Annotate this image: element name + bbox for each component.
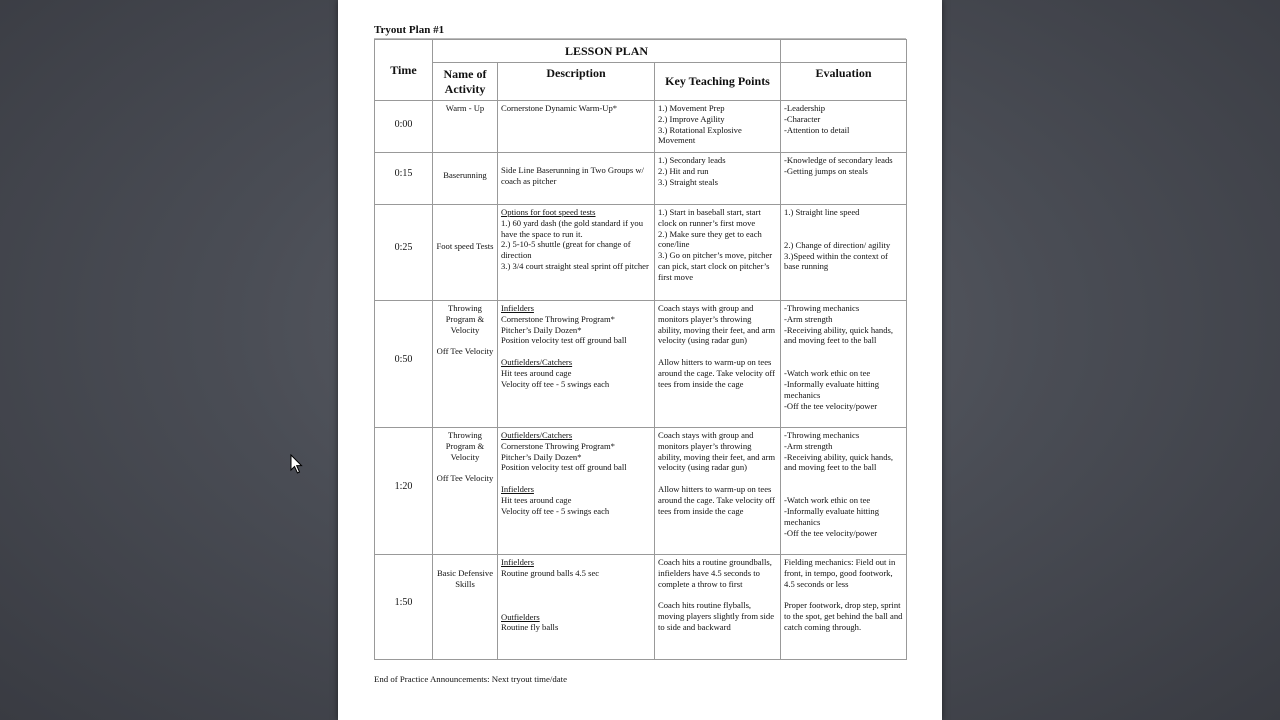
activity-name: Off Tee Velocity: [436, 473, 494, 484]
cell-line: [784, 229, 903, 240]
cell-line: 1.) Movement Prep: [658, 103, 725, 113]
cell-line: -Arm strength: [784, 313, 833, 324]
activity-name: Throwing Program & Velocity: [445, 303, 485, 335]
cell-line: Cornerstone Throwing Program*: [501, 440, 615, 451]
cell-line: Cornerstone Dynamic Warm-Up*: [501, 103, 618, 113]
time-value: 1:50: [394, 596, 413, 608]
time-value: 1:20: [394, 480, 413, 492]
time-cell: [375, 101, 433, 153]
cell-line: Allow hitters to warm-up on tees around the cage. Take velocity off tees from inside the cage: [658, 484, 775, 516]
description-cell: [498, 153, 655, 205]
key-points-cell: [655, 428, 781, 555]
cell-line: 3.) 3/4 court straight steal sprint off pitcher: [501, 260, 649, 271]
cell-line: -Receiving ability, quick hands, and moving feet to the ball: [784, 324, 894, 346]
table-row: [375, 101, 907, 153]
time-value: 0:00: [394, 119, 413, 131]
activity-cell: [433, 301, 498, 428]
cell-line: 1.) Start in baseball start, start clock on runner’s first move: [658, 207, 761, 228]
description-cell: [498, 428, 655, 555]
cell-line: Coach stays with group and monitors player’s throwing ability, moving their feet, and arm velocity (using radar gun): [658, 303, 776, 346]
activity-name: [436, 557, 494, 568]
activity-name: Baserunning: [443, 170, 487, 181]
cell-line: Pitcher’s Daily Dozen*: [501, 324, 582, 335]
activity-cell: [433, 428, 498, 555]
description-cell: [498, 301, 655, 428]
cell-line: Coach stays with group and monitors player’s throwing ability, moving their feet, and arm velocity (using radar gun): [658, 430, 776, 473]
activity-name: Basic Defensive Skills: [436, 568, 494, 589]
header-evaluation: Evaluation: [781, 63, 907, 101]
cell-line: Proper footwork, drop step, sprint to the spot, get behind the ball and catch coming through.: [784, 600, 903, 632]
lesson-plan-body: [375, 101, 907, 660]
document-title: Tryout Plan #1: [374, 24, 445, 36]
header-description: Description: [498, 63, 655, 101]
table-row: [375, 428, 907, 555]
activity-name: Warm - Up: [445, 103, 485, 113]
time-value: 0:50: [394, 353, 413, 365]
cell-line: 3.) Rotational Explosive Movement: [658, 124, 742, 146]
cell-line: -Attention to detail: [784, 124, 850, 135]
table-row: [375, 153, 907, 205]
key-points-cell: [655, 205, 781, 301]
cell-line: Position velocity test off ground ball: [501, 462, 627, 473]
cell-line: -Throwing mechanics: [784, 430, 860, 440]
cell-line: [501, 473, 651, 484]
time-cell: [375, 428, 433, 555]
cell-line: 3.)Speed within the context of base running: [784, 250, 888, 272]
cell-line: -Arm strength: [784, 440, 833, 451]
cell-line: Velocity off tee - 5 swings each: [501, 505, 610, 516]
evaluation-cell: [781, 428, 907, 555]
cell-line: [501, 346, 651, 357]
lesson-plan-banner: LESSON PLAN: [433, 40, 781, 63]
group-heading: Outfielders: [501, 611, 540, 622]
time-cell: [375, 301, 433, 428]
cell-line: 2.) Improve Agility: [658, 113, 725, 124]
activity-name: Foot speed Tests: [436, 241, 494, 252]
time-cell: [375, 555, 433, 660]
cell-line: Hit tees around cage: [501, 494, 572, 505]
cell-line: Routine ground balls 4.5 sec: [501, 567, 600, 578]
lesson-plan-table: [374, 39, 907, 660]
cell-line: 1.) Straight line speed: [784, 207, 860, 217]
cell-line: 3.) Go on pitcher’s move, pitcher can pick, start clock on pitcher’s first move: [658, 250, 773, 282]
time-value: 0:15: [394, 168, 413, 180]
table-row: [375, 205, 907, 301]
cell-line: [784, 473, 903, 484]
cell-line: Side Line Baserunning in Two Groups w/ coach as pitcher: [501, 164, 644, 186]
cell-line: -Leadership: [784, 103, 826, 113]
cell-line: Cornerstone Throwing Program*: [501, 313, 615, 324]
cell-line: -Receiving ability, quick hands, and moving feet to the ball: [784, 451, 894, 473]
cell-line: Coach hits routine flyballs, moving players slightly from side to side and backward: [658, 600, 775, 632]
activity-name: [436, 462, 494, 473]
time-cell: [375, 153, 433, 205]
activity-cell: [433, 555, 498, 660]
cell-line: 2.) 5-10-5 shuttle (great for change of direction: [501, 239, 631, 261]
time-value: 0:25: [394, 242, 413, 254]
mouse-pointer-icon: [290, 454, 304, 474]
cell-line: Allow hitters to warm-up on tees around the cage. Take velocity off tees from inside the cage: [658, 357, 775, 389]
group-heading: Outfielders/Catchers: [501, 430, 573, 440]
time-cell: [375, 205, 433, 301]
banner-empty-cell: [781, 40, 907, 63]
cell-line: Velocity off tee - 5 swings each: [501, 378, 610, 389]
evaluation-cell: [781, 555, 907, 660]
cell-line: -Off the tee velocity/power: [784, 400, 878, 411]
header-time: Time: [375, 40, 433, 101]
cell-line: [784, 589, 903, 600]
group-heading: Infielders: [501, 303, 534, 313]
evaluation-cell: [781, 153, 907, 205]
cell-line: -Watch work ethic on tee: [784, 495, 871, 506]
group-heading: Options for foot speed tests: [501, 207, 596, 217]
header-activity: Name of Activity: [433, 63, 498, 101]
group-heading: Outfielders/Catchers: [501, 357, 573, 368]
cell-line: [784, 346, 903, 357]
cell-line: Routine fly balls: [501, 622, 559, 633]
document-page: [338, 0, 942, 720]
key-points-cell: [655, 301, 781, 428]
description-cell: [498, 555, 655, 660]
cell-line: [784, 484, 903, 495]
key-points-cell: [655, 101, 781, 153]
cell-line: [501, 590, 651, 601]
cell-line: -Watch work ethic on tee: [784, 368, 871, 379]
cell-line: -Character: [784, 113, 821, 124]
cell-line: 1.) 60 yard dash (the gold standard if you have the space to run it.: [501, 217, 644, 239]
key-points-cell: [655, 153, 781, 205]
cell-line: Pitcher’s Daily Dozen*: [501, 451, 582, 462]
cell-line: -Informally evaluate hitting mechanics: [784, 378, 880, 400]
cell-line: 2.) Make sure they get to each cone/line: [658, 228, 762, 250]
cell-line: [784, 357, 903, 368]
header-key-points: Key Teaching Points: [655, 63, 781, 101]
cell-line: -Throwing mechanics: [784, 303, 860, 313]
table-row: [375, 555, 907, 660]
cell-line: [658, 589, 777, 600]
cell-line: [784, 218, 903, 229]
key-points-cell: [655, 555, 781, 660]
cell-line: Fielding mechanics: Field out in front, in tempo, good footwork, 4.5 seconds or less: [784, 557, 896, 589]
cell-line: 1.) Secondary leads: [658, 155, 726, 165]
group-heading: Infielders: [501, 484, 534, 495]
activity-name: [436, 335, 494, 346]
cell-line: -Knowledge of secondary leads: [784, 155, 893, 165]
cell-line: 3.) Straight steals: [658, 176, 718, 187]
cell-line: 2.) Change of direction/ agility: [784, 239, 891, 250]
cell-line: -Off the tee velocity/power: [784, 527, 878, 538]
activity-name: Off Tee Velocity: [436, 346, 494, 357]
cell-line: Position velocity test off ground ball: [501, 335, 627, 346]
activity-cell: [433, 153, 498, 205]
evaluation-cell: [781, 205, 907, 301]
cell-line: 2.) Hit and run: [658, 165, 709, 176]
cell-line: [658, 473, 777, 484]
cell-line: [501, 601, 651, 612]
description-cell: [498, 101, 655, 153]
cell-line: [501, 579, 651, 590]
cell-line: Coach hits a routine groundballs, infielders have 4.5 seconds to complete a throw to first: [658, 557, 772, 589]
table-row: [375, 301, 907, 428]
cell-line: -Informally evaluate hitting mechanics: [784, 505, 880, 527]
evaluation-cell: [781, 301, 907, 428]
evaluation-cell: [781, 101, 907, 153]
activity-name: Throwing Program & Velocity: [445, 430, 485, 462]
activity-cell: [433, 101, 498, 153]
group-heading: Infielders: [501, 557, 534, 567]
footer-note: End of Practice Announcements: Next tryout time/date: [374, 674, 567, 684]
cell-line: [658, 346, 777, 357]
cell-line: -Getting jumps on steals: [784, 165, 868, 176]
cell-line: Hit tees around cage: [501, 367, 572, 378]
activity-cell: [433, 205, 498, 301]
description-cell: [498, 205, 655, 301]
